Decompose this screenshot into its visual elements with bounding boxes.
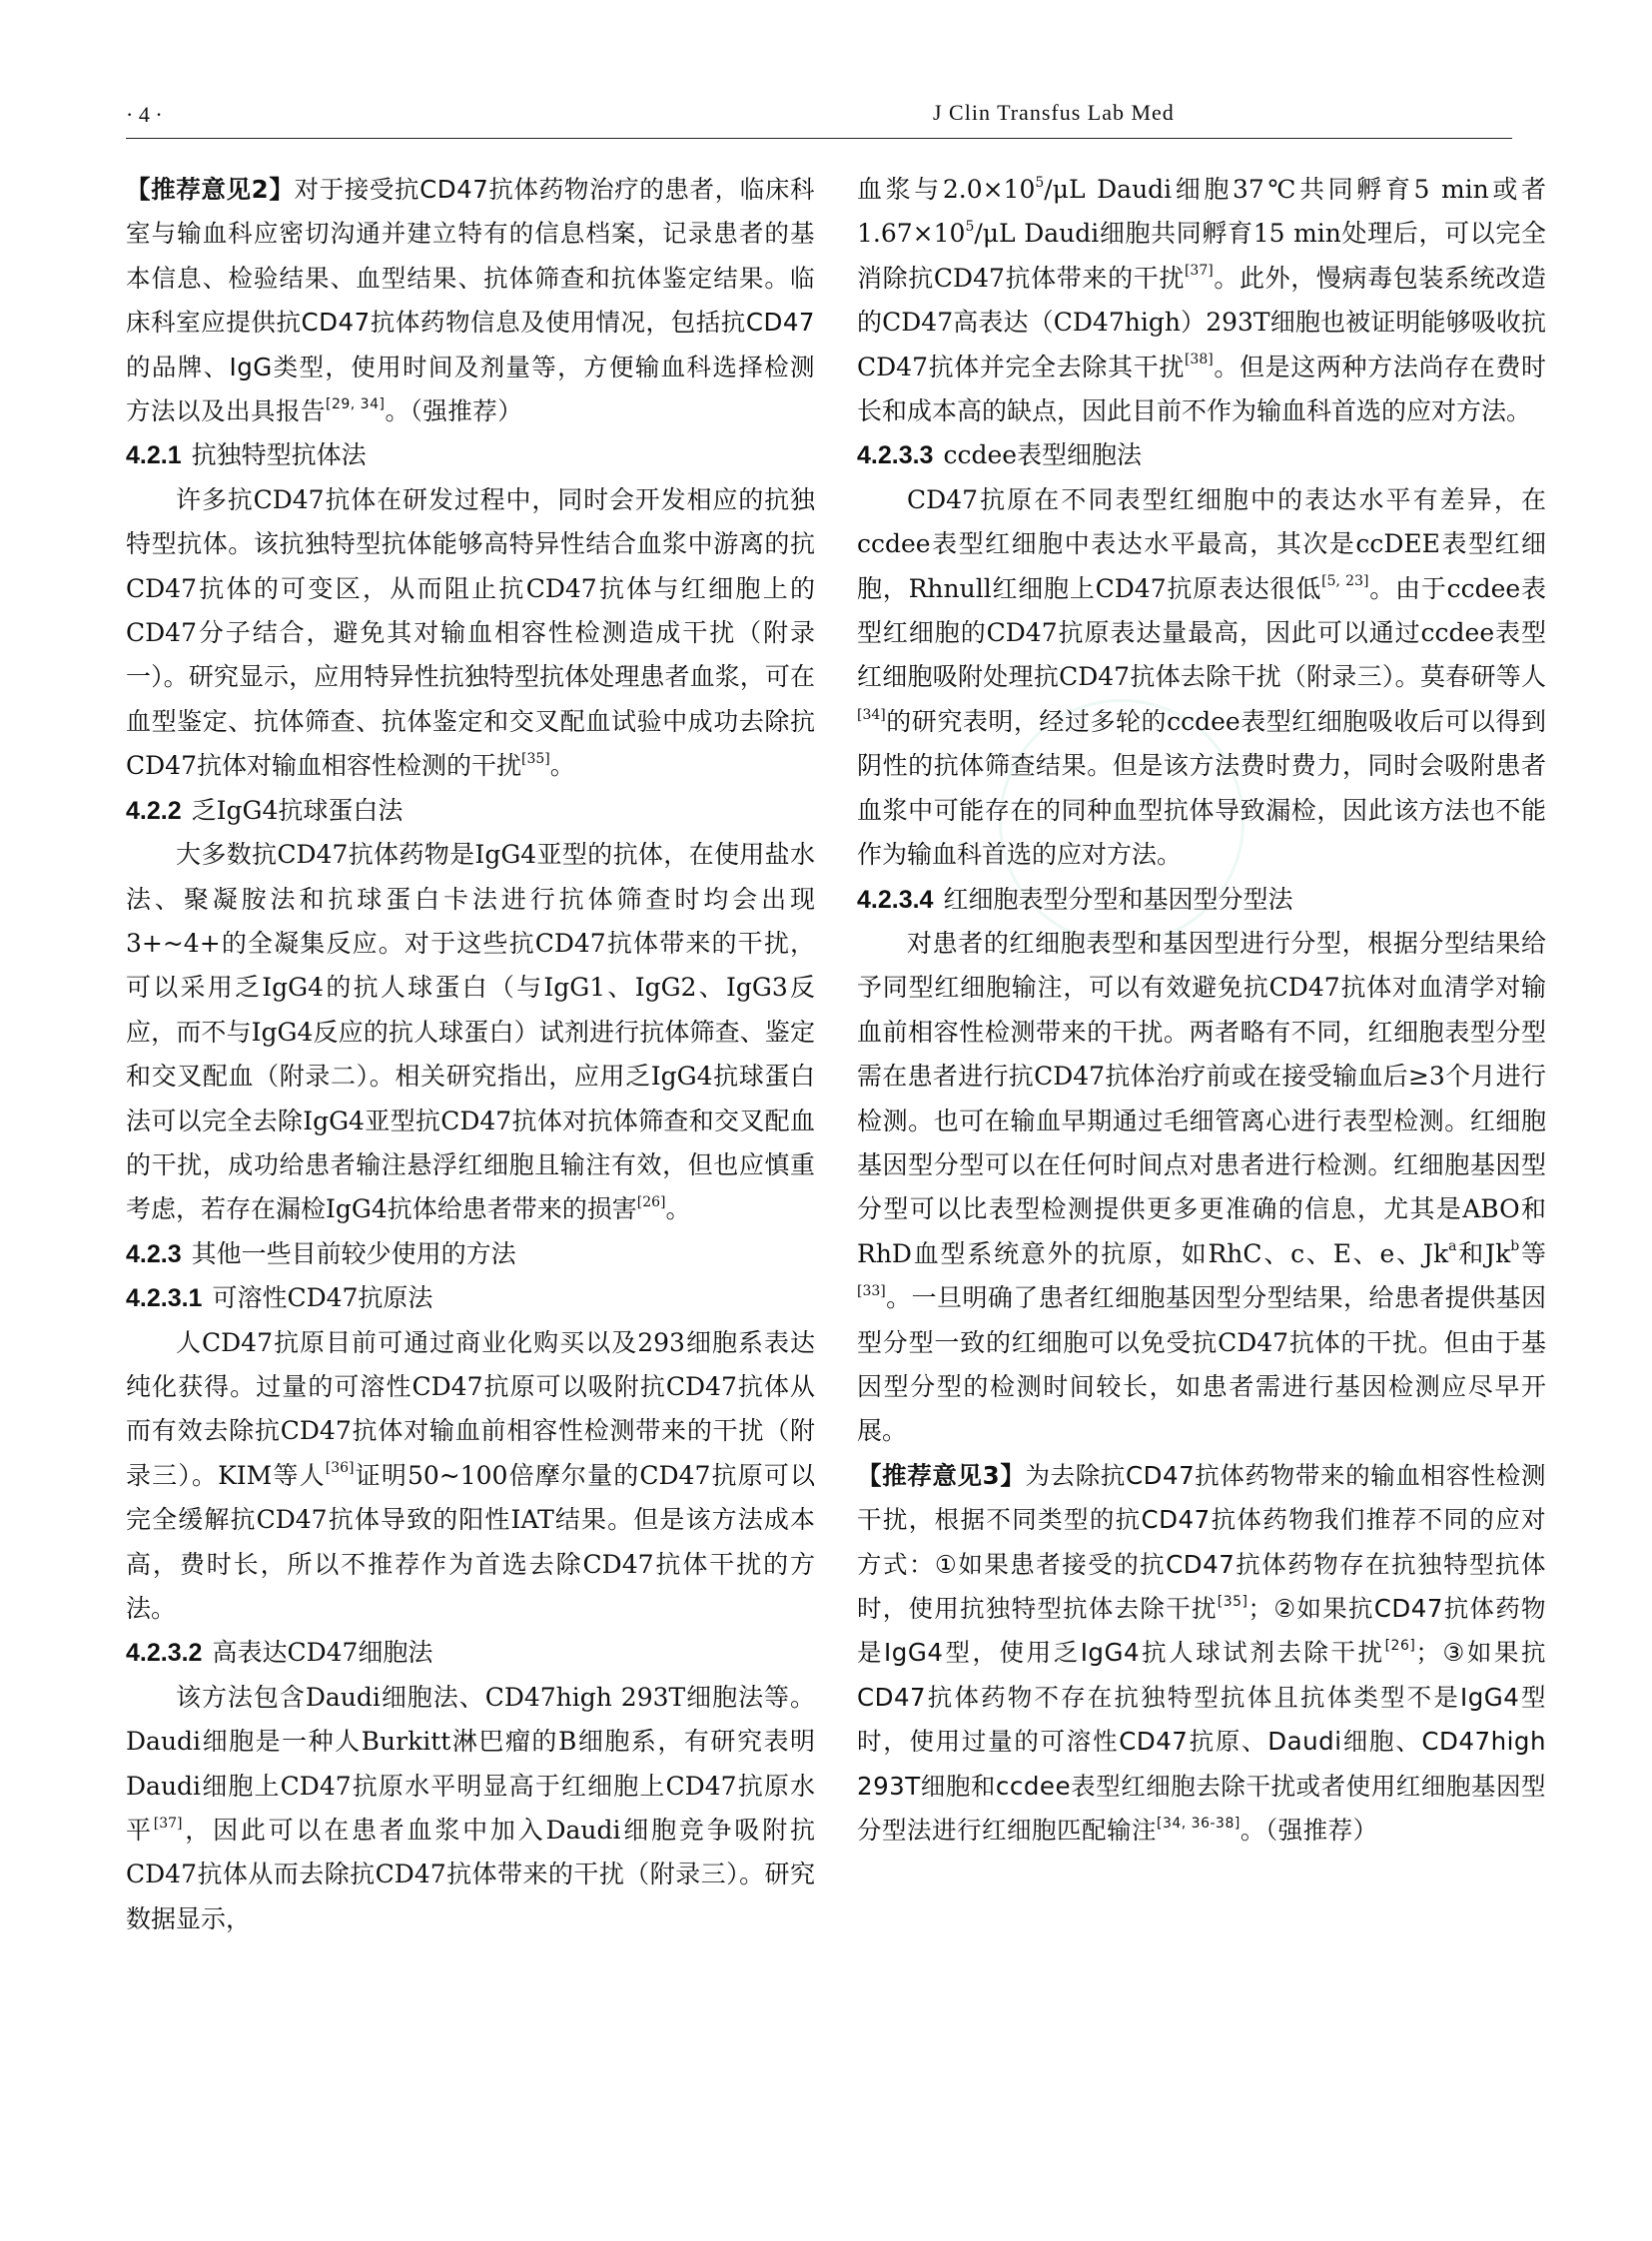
subsection-heading	[857, 878, 1546, 922]
citation: [34]	[857, 706, 886, 723]
recommendation-3	[857, 1454, 1546, 1854]
text-run: CD47抗原在不同表型红细胞中的表达水平有差异，在ccdee表型红细胞中表达水平最高，其次是ccDEE表型红细胞，Rhnull红细胞上CD47抗原表达很低	[857, 484, 1546, 603]
citation: [37]	[153, 1815, 183, 1832]
left-column	[126, 168, 815, 1941]
superscript: 5	[965, 219, 975, 236]
superscript: 5	[1035, 174, 1045, 191]
section-title: 高表达CD47细胞法	[212, 1638, 433, 1668]
subsection-heading	[126, 1631, 815, 1675]
rec-label: 【推荐意见3】	[857, 1460, 1026, 1490]
paragraph-tail: 证明50~100倍摩尔量的CD47抗原可以完全缓解抗CD47抗体导致的阳性IAT结果。但是该方法成本高，费时长，所以不推荐作为首选去除CD47抗体干扰的方法。	[126, 1460, 815, 1623]
paragraph	[126, 1321, 815, 1632]
paragraph-text: 大多数抗CD47抗体药物是IgG4亚型的抗体，在使用盐水法、聚凝胺法和抗球蛋白卡法进行抗体筛查时均会出现3+~4+的全凝集反应。对于这些抗CD47抗体带来的干扰，可以采用乏IgG4的抗人球蛋白（与IgG1、IgG2、IgG3反应，而不与IgG4反应的抗人球蛋白）试剂进行抗体筛查、鉴定和交叉配血（附录二）。相关研究指出，应用乏IgG4抗球蛋白法可以完全去除IgG4亚型抗CD47抗体对抗体筛查和交叉配血的干扰，成功给患者输注悬浮红细胞且输注有效，但也应慎重考虑，若存在漏检IgG4抗体给患者带来的损害	[126, 840, 815, 1224]
paragraph	[126, 1676, 815, 1941]
citation: [26]	[636, 1194, 666, 1211]
paragraph-text: 许多抗CD47抗体在研发过程中，同时会开发相应的抗独特型抗体。该抗独特型抗体能够高特异性结合血浆中游离的抗CD47抗体的可变区，从而阻止抗CD47抗体与红细胞上的CD47分子结合，避免其对输血相容性检测造成干扰（附录一）。研究显示，应用特异性抗独特型抗体处理患者血浆，可在血型鉴定、抗体筛查、抗体鉴定和交叉配血试验中成功去除抗CD47抗体对输血相容性检测的干扰	[126, 484, 815, 781]
section-number: 4.2.3.2	[126, 1639, 203, 1668]
paragraph	[857, 478, 1546, 878]
section-number: 4.2.1	[126, 441, 182, 470]
section-number: 4.2.3	[126, 1239, 182, 1268]
citation: [26]	[1384, 1638, 1416, 1655]
section-title: ccdee表型细胞法	[943, 440, 1143, 470]
citation: [37]	[1184, 263, 1214, 280]
paragraph-continued	[857, 168, 1546, 433]
paragraph	[857, 922, 1546, 1454]
section-number: 4.2.3.1	[126, 1284, 203, 1313]
subsection-heading	[126, 1276, 815, 1320]
section-heading	[126, 1232, 815, 1276]
right-column	[857, 168, 1546, 1853]
text-run: 。一旦明确了患者红细胞基因型分型结果，给患者提供基因型分型一致的红细胞可以免受抗CD47抗体的干扰。但由于基因型分型的检测时间较长，如患者需进行基因检测应尽早开展。	[857, 1283, 1546, 1446]
section-title: 可溶性CD47抗原法	[212, 1283, 433, 1313]
rec-label: 【推荐意见2】	[126, 175, 295, 204]
section-number: 4.2.2	[126, 796, 182, 825]
text-run: 。此外，慢病毒包装系统改造的CD47高表达（CD47high）293T细胞也被证明能够吸收抗CD47抗体并完全去除其干扰	[857, 263, 1546, 381]
paragraph-text: 人CD47抗原目前可通过商业化购买以及293细胞系表达纯化获得。过量的可溶性CD47抗原可以吸附抗CD47抗体从而有效去除抗CD47抗体对输血前相容性检测带来的干扰（附录三）。KIM等人	[126, 1327, 815, 1490]
text-run: /μL Daudi细胞37℃共同孵育5 min或者1.67×10	[857, 175, 1546, 249]
section-title: 乏IgG4抗球蛋白法	[191, 795, 404, 825]
rec-tail: 。（强推荐）	[385, 396, 523, 426]
citation: [33]	[857, 1282, 886, 1299]
text-run: 。但是这两种方法尚存在费时长和成本高的缺点，因此目前不作为输血科首选的应对方法。	[857, 352, 1546, 426]
text-run: 等	[1519, 1238, 1546, 1268]
section-title: 其他一些目前较少使用的方法	[191, 1238, 516, 1268]
recommendation-2	[126, 168, 815, 433]
superscript: a	[1448, 1238, 1457, 1255]
text-run: ；③如果抗CD47抗体药物不存在抗独特型抗体且抗体类型不是IgG4型时，使用过量的可溶性CD47抗原、Daudi细胞、CD47high 293T细胞和ccdee表型红细胞去除干扰或者使用红细胞基因型分型法进行红细胞匹配输注	[857, 1638, 1546, 1846]
text-run: 。（强推荐）	[1239, 1816, 1378, 1846]
text-run: /μL Daudi细胞共同孵育15 min处理后，可以完全消除抗CD47抗体带来的干扰	[857, 219, 1546, 293]
subsection-heading	[857, 433, 1546, 477]
text-run: 血浆与2.0×10	[857, 175, 1036, 204]
text-run: 和Jk	[1456, 1238, 1511, 1268]
section-title: 红细胞表型分型和基因型分型法	[943, 884, 1293, 914]
section-number: 4.2.3.4	[857, 885, 934, 914]
text-run: 为去除抗CD47抗体药物带来的输血相容性检测干扰，根据不同类型的抗CD47抗体药物我们推荐不同的应对方式：①如果患者接受的抗CD47抗体药物存在抗独特型抗体时，使用抗独特型抗体去除干扰	[857, 1460, 1547, 1623]
rec-text: 对于接受抗CD47抗体药物治疗的患者，临床科室与输血科应密切沟通并建立特有的信息档案，记录患者的基本信息、检验结果、血型结果、抗体筛查和抗体鉴定结果。临床科室应提供抗CD47抗体药物信息及使用情况，包括抗CD47的品牌、IgG类型，使用时间及剂量等，方便输血科选择检测方法以及出具报告	[126, 175, 816, 426]
section-heading	[126, 789, 815, 833]
text-run: 对患者的红细胞表型和基因型进行分型，根据分型结果给予同型红细胞输注，可以有效避免抗CD47抗体对血清学对输血前相容性检测带来的干扰。两者略有不同，红细胞表型分型需在患者进行抗CD47抗体治疗前或在接受输血后≥3个月进行检测。也可在输血早期通过毛细管离心进行表型检测。红细胞基因型分型可以在任何时间点对患者进行检测。红细胞基因型分型可以比表型检测提供更多更准确的信息，尤其是ABO和RhD血型系统意外的抗原，如RhC、c、E、e、Jk	[857, 928, 1546, 1268]
paragraph	[126, 478, 815, 789]
paragraph	[126, 833, 815, 1232]
citation: [38]	[1184, 352, 1214, 369]
section-number: 4.2.3.3	[857, 441, 934, 470]
paragraph-tail: 。	[665, 1194, 691, 1224]
citation: [29, 34]	[326, 395, 386, 412]
citation: [34, 36-38]	[1157, 1815, 1240, 1832]
text-run: 。由于ccdee表型红细胞的CD47抗原表达量最高，因此可以通过ccdee表型红细胞吸附处理抗CD47抗体去除干扰（附录三）。莫春研等人	[857, 573, 1546, 692]
superscript: b	[1510, 1238, 1520, 1255]
paragraph-tail: 。	[549, 751, 575, 781]
text-run: 的研究表明，经过多轮的ccdee表型红细胞吸收后可以得到阴性的抗体筛查结果。但是该方法费时费力，同时会吸附患者血浆中可能存在的同种血型抗体导致漏检，因此该方法也不能作为输血科首选的应对方法。	[857, 706, 1546, 870]
citation: [35]	[521, 750, 550, 767]
section-heading	[126, 433, 815, 477]
running-header	[126, 96, 1512, 139]
citation: [35]	[1217, 1593, 1248, 1610]
journal-name: J Clin Transfus Lab Med	[933, 100, 1175, 125]
citation: [36]	[325, 1460, 355, 1477]
paragraph-text: 该方法包含Daudi细胞法、CD47high 293T细胞法等。Daudi细胞是一种人Burkitt淋巴瘤的B细胞系，有研究表明Daudi细胞上CD47抗原水平明显高于红细胞上CD47抗原水平	[126, 1682, 815, 1846]
citation: [5, 23]	[1321, 573, 1369, 590]
paragraph-tail: ，因此可以在患者血浆中加入Daudi细胞竞争吸附抗CD47抗体从而去除抗CD47抗体带来的干扰（附录三）。研究数据显示，	[126, 1816, 815, 1933]
text-run: ；②如果抗CD47抗体药物是IgG4型，使用乏IgG4抗人球试剂去除干扰	[857, 1594, 1546, 1668]
section-title: 抗独特型抗体法	[191, 440, 367, 470]
page-number: · 4 ·	[126, 102, 163, 127]
